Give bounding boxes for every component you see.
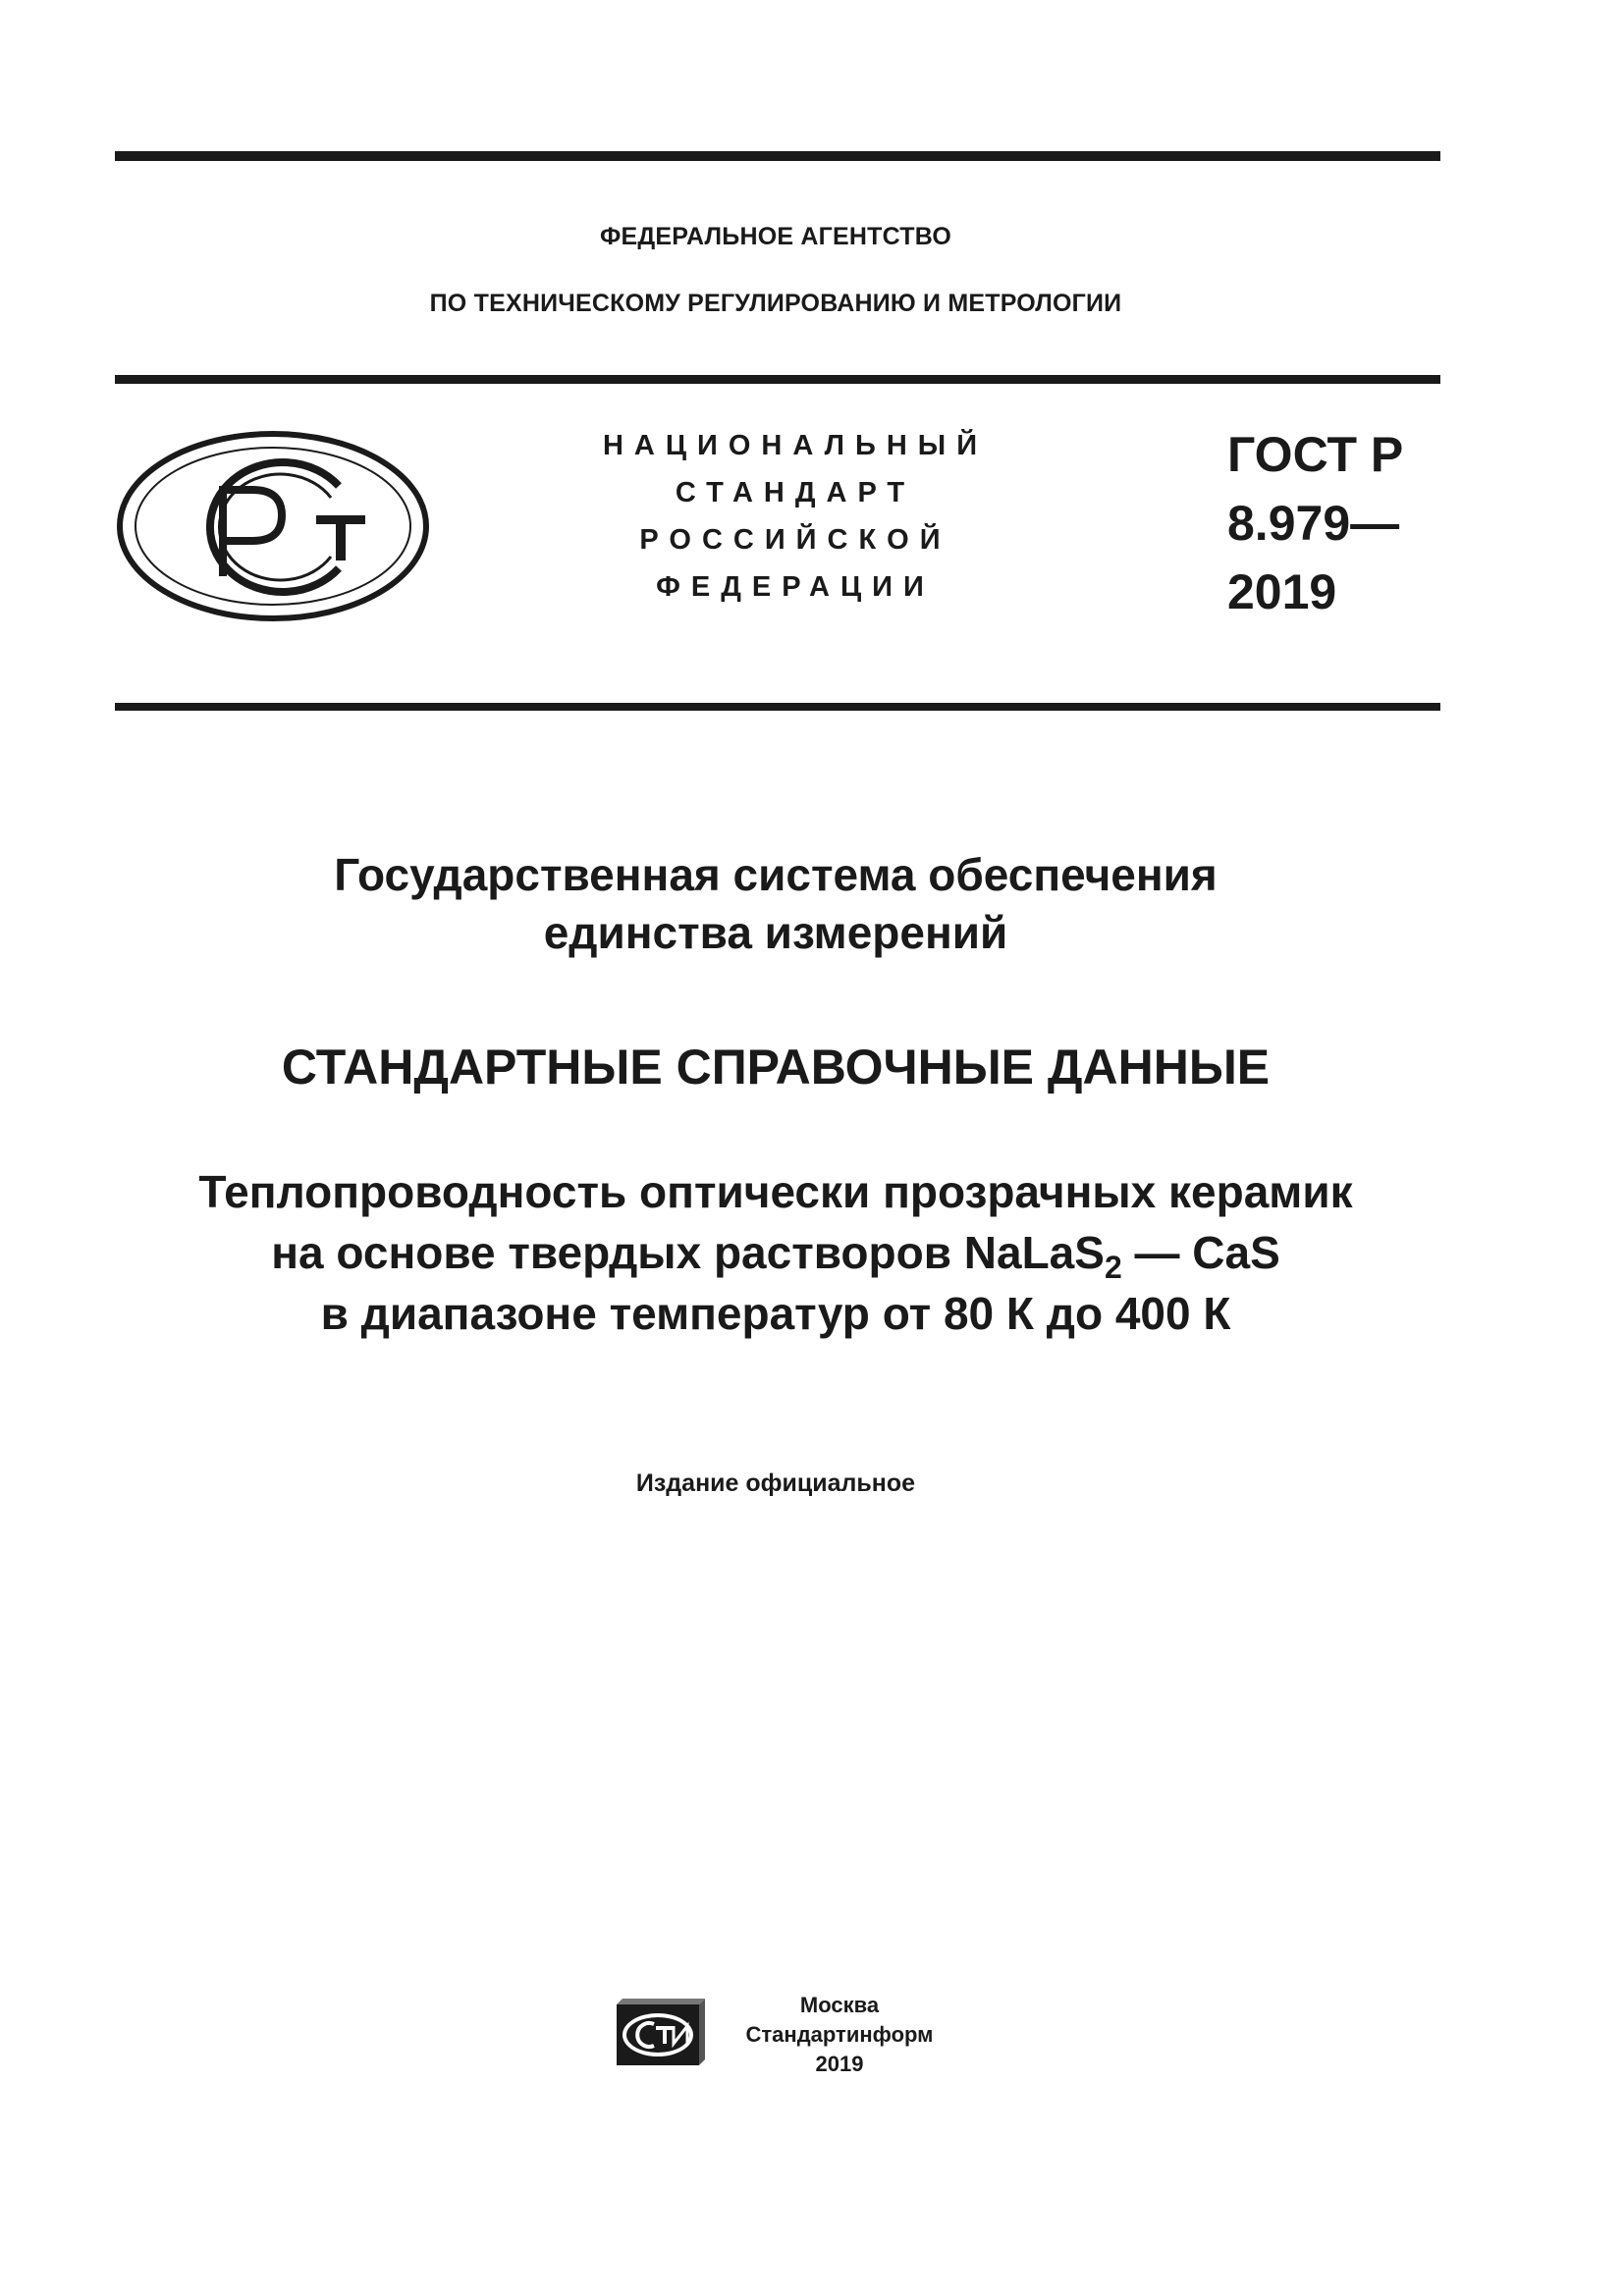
agency-line-1: ФЕДЕРАЛЬНОЕ АГЕНТСТВО (600, 223, 951, 250)
subject-title (0, 1161, 1551, 1344)
subject-line-2-suffix: — CaS (1121, 1227, 1280, 1278)
rst-gost-emblem-icon (115, 429, 431, 623)
standartinform-logo-icon (615, 1997, 707, 2069)
agency-line-2: ПО ТЕХНИЧЕСКОМУ РЕГУЛИРОВАНИЮ И МЕТРОЛОГИИ (429, 290, 1122, 317)
gost-line-3: 2019 (1227, 564, 1337, 619)
national-line-1: НАЦИОНАЛЬНЫЙ (602, 430, 989, 461)
national-line-2: СТАНДАРТ (675, 477, 916, 508)
subject-line-2-subscript: 2 (1104, 1250, 1122, 1285)
publisher-info (731, 1991, 947, 2079)
system-title-line-2: единства измерений (543, 907, 1008, 958)
system-title-line-1: Государственная система обеспечения (334, 849, 1218, 900)
edition-label: Издание официальное (635, 1469, 916, 1497)
subject-line-2-prefix: на основе твердых растворов NaLaS (271, 1227, 1105, 1278)
national-line-3: РОССИЙСКОЙ (639, 524, 951, 556)
subject-line-1: Теплопроводность оптически прозрачных керамик (198, 1166, 1353, 1217)
publisher-name: Стандартинформ (745, 2022, 934, 2047)
subject-line-3: в диапазоне температур от 80 К до 400 К (320, 1288, 1231, 1339)
gost-line-1: ГОСТ Р (1227, 427, 1404, 482)
gost-number (1227, 420, 1403, 626)
subject-line-2 (0, 1222, 1551, 1283)
national-standard-label (550, 422, 1041, 611)
publisher-year: 2019 (815, 2052, 864, 2076)
system-title (0, 846, 1551, 962)
publisher-city: Москва (799, 1993, 880, 2017)
document-heading: СТАНДАРТНЫЕ СПРАВОЧНЫЕ ДАННЫЕ (281, 1040, 1271, 1095)
middle-rule (115, 375, 1440, 384)
top-rule (115, 151, 1440, 161)
gost-line-2: 8.979— (1227, 496, 1400, 551)
bottom-rule (115, 703, 1440, 711)
national-line-4: ФЕДЕРАЦИИ (656, 571, 935, 603)
